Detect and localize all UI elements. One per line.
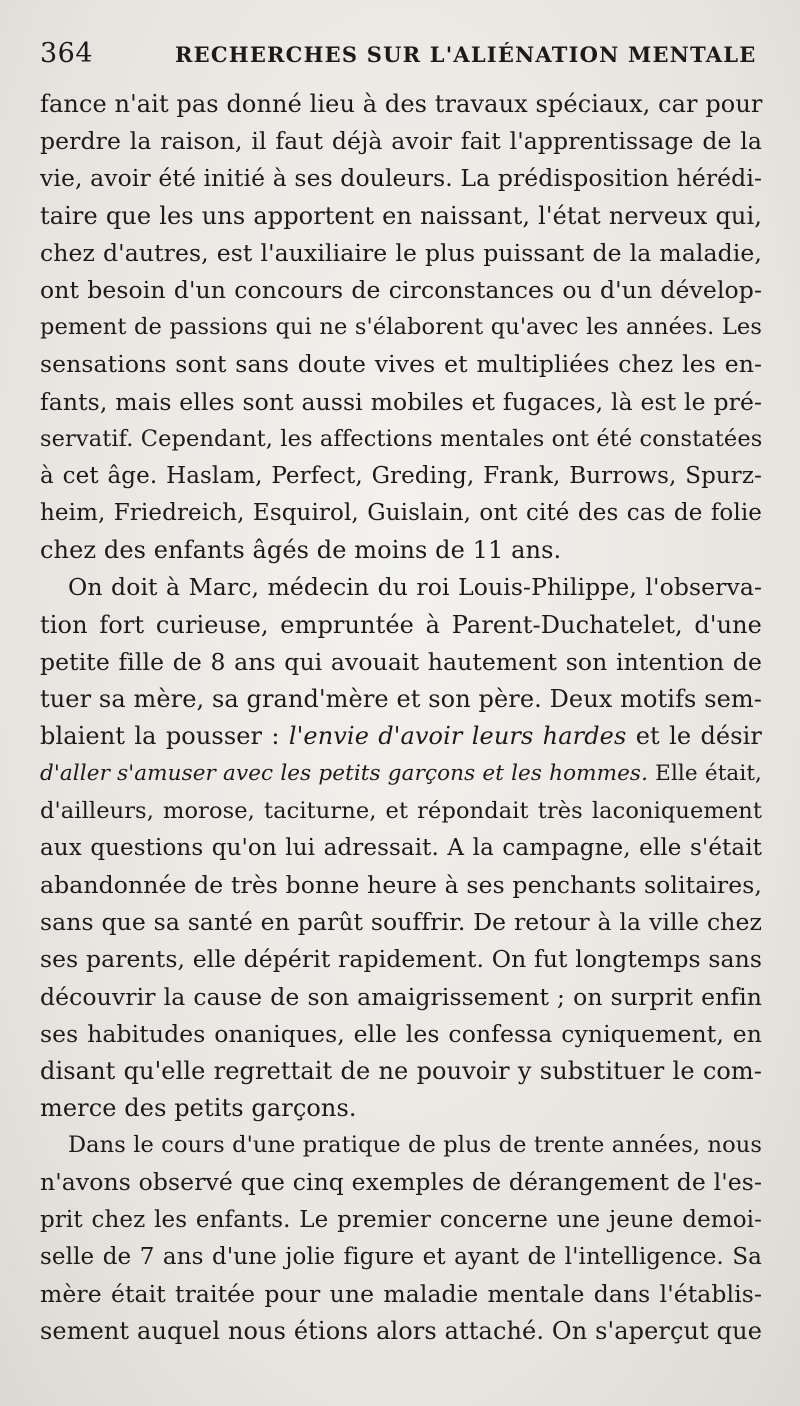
text-line: petite fille de 8 ans qui avouait hautement son intention de (40, 647, 762, 676)
text-line: taire que les uns apportent en naissant, l'état nerveux qui, (40, 201, 762, 230)
text-line: découvrir la cause de son amaigrissement ; on surprit enfin (40, 982, 762, 1011)
text-line: abandonnée de très bonne heure à ses penchants solitaires, (40, 870, 762, 899)
italic-quote: d'aller s'amuser avec les petits garçons et les hommes. (40, 761, 649, 787)
text-line: tion fort curieuse, empruntée à Parent-Duchatelet, d'une (40, 610, 762, 639)
text-line: chez des enfants âgés de moins de 11 ans. (40, 536, 562, 565)
italic-quote: l'envie d'avoir leurs hardes (288, 722, 627, 751)
text-line: pement de passions qui ne s'élaborent qu'avec les années. Les (40, 314, 762, 341)
text-line: selle de 7 ans d'une jolie figure et ayant de l'intelligence. Sa (40, 1243, 762, 1270)
text-line: ont besoin d'un concours de circonstances ou d'un dévelop- (40, 275, 762, 304)
text-line: merce des petits garçons. (40, 1094, 357, 1123)
paragraph-3 (40, 1127, 762, 1350)
page-number: 364 (40, 38, 94, 69)
text-line: servatif. Cependant, les affections mentales ont été constatées (40, 425, 763, 452)
text-line: sensations sont sans doute vives et multipliées chez les en- (40, 350, 762, 379)
text-line: vie, avoir été initié à ses douleurs. La prédisposition hérédi- (40, 164, 762, 193)
text-line-with-italic (40, 718, 762, 755)
text-segment: blaient la pousser : (40, 722, 289, 751)
text-line: d'ailleurs, morose, taciturne, et répondait très laconiquement (40, 797, 762, 824)
text-line: ses parents, elle dépérit rapidement. On fut longtemps sans (40, 945, 762, 974)
body-text (40, 86, 762, 1350)
text-line: aux questions qu'on lui adressait. A la campagne, elle s'était (40, 834, 762, 861)
text-line: Dans le cours d'une pratique de plus de trente années, nous (68, 1132, 762, 1159)
text-line: disant qu'elle regrettait de ne pouvoir y substituer le com- (40, 1056, 762, 1085)
text-line: mère était traitée pour une maladie mentale dans l'établis- (40, 1280, 762, 1308)
running-head (40, 34, 762, 86)
text-line: fants, mais elles sont aussi mobiles et fugaces, là est le pré- (40, 387, 762, 416)
text-line: ses habitudes onaniques, elle les confessa cyniquement, en (40, 1019, 762, 1048)
paragraph-2 (40, 569, 762, 1127)
text-line: fance n'ait pas donné lieu à des travaux spéciaux, car pour (40, 90, 763, 118)
text-line: perdre la raison, il faut déjà avoir fait l'apprentissage de la (40, 127, 762, 156)
text-line: n'avons observé que cinq exemples de dérangement de l'es- (40, 1168, 762, 1197)
text-line: chez d'autres, est l'auxiliaire le plus puissant de la maladie, (40, 238, 762, 267)
text-line: sans que sa santé en parût souffrir. De retour à la ville chez (40, 908, 762, 937)
text-segment: et le désir (626, 722, 762, 751)
text-line: tuer sa mère, sa grand'mère et son père. Deux motifs sem- (40, 685, 762, 713)
text-line: à cet âge. Haslam, Perfect, Greding, Frank, Burrows, Spurz- (40, 462, 762, 489)
text-line: On doit à Marc, médecin du roi Louis-Philippe, l'observa- (68, 573, 762, 602)
running-title: RECHERCHES SUR L'ALIÉNATION MENTALE (175, 42, 757, 67)
text-line-with-italic (40, 755, 762, 792)
text-line: sement auquel nous étions alors attaché. On s'aperçut que (40, 1317, 762, 1346)
paragraph-1 (40, 86, 762, 569)
text-line: prit chez les enfants. Le premier concerne une jeune demoi- (40, 1206, 762, 1233)
text-segment: Elle était, (648, 761, 762, 787)
text-line: heim, Friedreich, Esquirol, Guislain, ont cité des cas de folie (40, 500, 762, 527)
